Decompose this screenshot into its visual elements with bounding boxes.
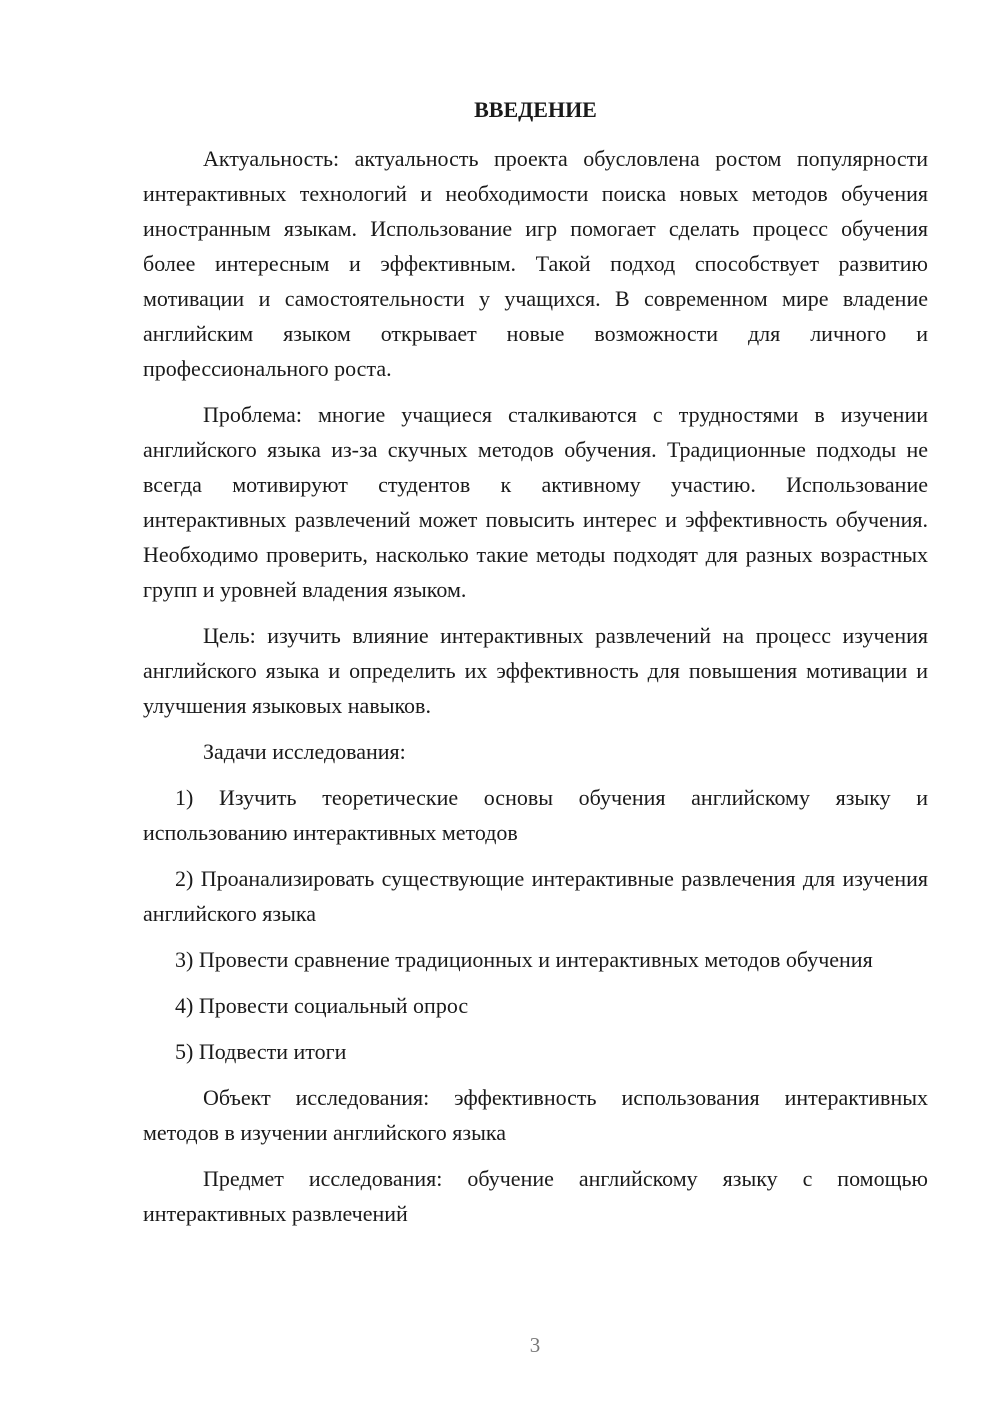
task-item-1: 1) Изучить теоретические основы обучения английскому языку и использованию интерактивных методов xyxy=(143,785,928,845)
paragraph-object: Объект исследования: эффективность использования интерактивных методов в изучении английского языка xyxy=(143,1085,928,1145)
page-number: 3 xyxy=(529,1333,541,1357)
paragraph-tasks-intro: Задачи исследования: xyxy=(203,739,406,764)
task-item-4: 4) Провести социальный опрос xyxy=(175,993,469,1018)
paragraph-relevance: Актуальность: актуальность проекта обусловлена ростом популярности интерактивных технологий и необходимости поиска новых методов обучения иностранным языкам. Использование игр помогает сделать процесс обучения более интересным и эффективным. Такой подход способствует развитию мотивации и самостоятельности у учащихся. В современном мире владение английским языком открывает новые возможности для личного и профессионального роста. xyxy=(143,146,928,381)
task-item-2: 2) Проанализировать существующие интерактивные развлечения для изучения английского языка xyxy=(143,866,928,926)
paragraph-problem: Проблема: многие учащиеся сталкиваются с трудностями в изучении английского языка из-за скучных методов обучения. Традиционные подходы не всегда мотивируют студентов к активному участию. Использование интерактивных развлечений может повысить интерес и эффективность обучения. Необходимо проверить, насколько такие методы подходят для разных возрастных групп и уровней владения языком. xyxy=(143,402,928,602)
paragraph-subject: Предмет исследования: обучение английскому языку с помощью интерактивных развлечений xyxy=(143,1166,928,1226)
paragraph-goal: Цель: изучить влияние интерактивных развлечений на процесс изучения английского языка и определить их эффективность для повышения мотивации и улучшения языковых навыков. xyxy=(143,623,928,718)
task-item-5: 5) Подвести итоги xyxy=(175,1039,347,1064)
section-heading: ВВЕДЕНИЕ xyxy=(474,97,597,122)
document-page xyxy=(143,93,928,1242)
task-item-3: 3) Провести сравнение традиционных и интерактивных методов обучения xyxy=(175,947,873,972)
